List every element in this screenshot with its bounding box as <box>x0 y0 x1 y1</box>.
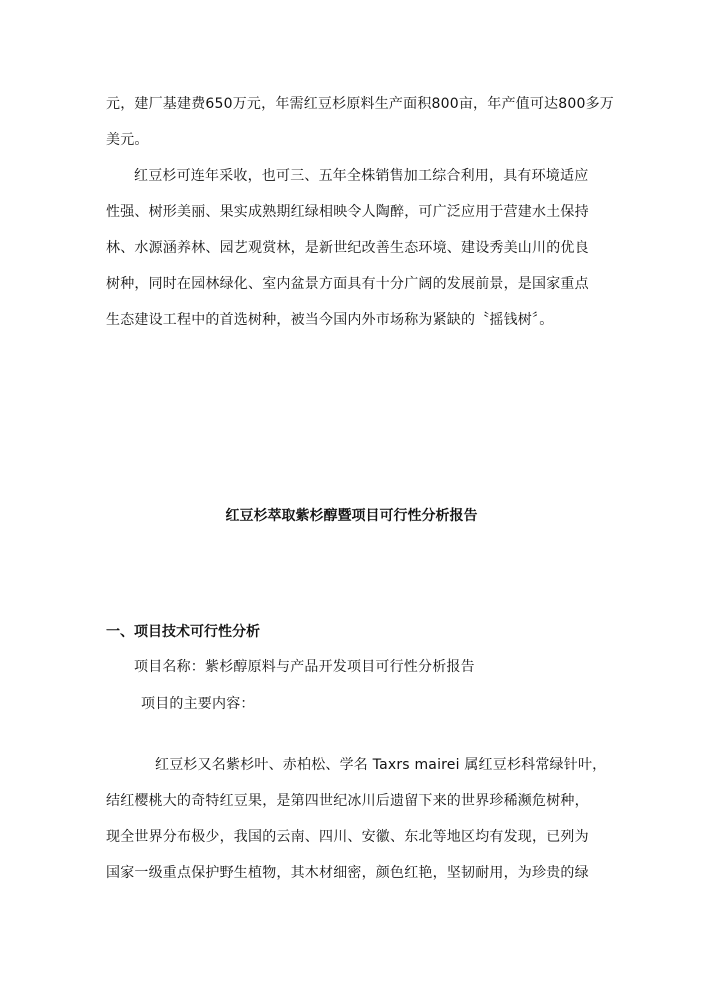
report-title: 红豆杉萃取紫杉醇暨项目可行性分析报告 <box>225 508 478 524</box>
para3-line-4: 国家一级重点保护野生植物，其木材细密，颜色红艳，坚韧耐用，为珍贵的绿 <box>106 865 589 881</box>
para2-line-2: 性强、树形美丽、果实成熟期红绿相映令人陶醉，可广泛应用于营建水土保持 <box>106 204 589 220</box>
para3-line-3: 现全世界分布极少，我国的云南、四川、安徽、东北等地区均有发现，已列为 <box>106 829 589 845</box>
para1-line-2: 美元。 <box>106 132 149 148</box>
para3-line-1: 红豆杉又名紫杉叶、赤柏松、学名 Taxrs mairei 属红豆杉科常绿针叶， <box>155 757 607 773</box>
para2-line-3: 林、水源涵养林、园艺观赏林，是新世纪改善生态环境、建设秀美山川的优良 <box>106 240 589 256</box>
para2-line-1: 红豆杉可连年采收，也可三、五年全株销售加工综合利用，具有环境适应 <box>134 168 589 184</box>
para1-line-1: 元，建厂基建费650万元，年需红豆杉原料生产面积800亩，年产值可达800多万 <box>106 96 614 112</box>
project-name: 项目名称：紫杉醇原料与产品开发项目可行性分析报告 <box>134 659 475 675</box>
para2-line-4: 树种，同时在园林绿化、室内盆景方面具有十分广阔的发展前景，是国家重点 <box>106 276 589 292</box>
para3-line-2: 结红樱桃大的奇特红豆果，是第四世纪冰川后遗留下来的世界珍稀濒危树种， <box>106 793 589 809</box>
section-heading: 一、项目技术可行性分析 <box>106 624 260 640</box>
para2-line-5: 生态建设工程中的首选树种，被当今国内外市场称为紧缺的〝摇钱树〞。 <box>106 312 554 328</box>
main-content-label: 项目的主要内容： <box>141 696 255 712</box>
